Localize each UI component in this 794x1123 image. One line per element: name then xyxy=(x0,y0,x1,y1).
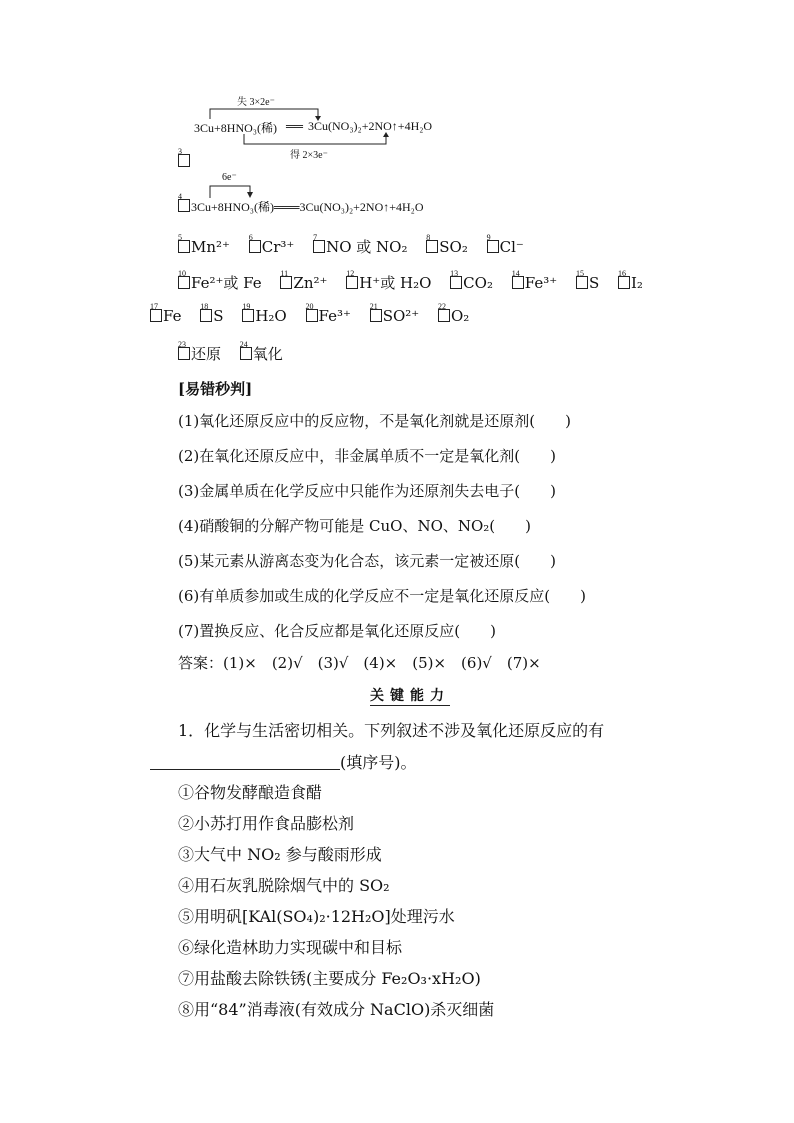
equation-3-right: 3Cu(NO₃)₂+2NO↑+4H₂O xyxy=(308,119,433,133)
option-4: ④用石灰乳脱除烟气中的 SO₂ xyxy=(178,876,390,895)
answer-box-4: 4 xyxy=(178,199,190,212)
lose-electron-label: 失 3×2e⁻ xyxy=(237,97,275,108)
equation-3-left: 3Cu+8HNO₃(稀) xyxy=(194,121,277,135)
section-title: 关键能力 xyxy=(370,685,450,706)
option-6: ⑥绿化造林助力实现碳中和目标 xyxy=(178,938,403,957)
judge-item-6: (6)有单质参加或生成的化学反应不一定是氧化还原反应( ) xyxy=(178,587,586,605)
judge-heading: [易错秒判] xyxy=(178,380,253,398)
option-7: ⑦用盐酸去除铁锈(主要成分 Fe₂O₃·xH₂O) xyxy=(178,969,481,988)
answer-box-3: 3 xyxy=(178,151,191,170)
answer-row-4: 23 还原 24 氧化 xyxy=(178,340,283,363)
judge-item-5: (5)某元素从游离态变为化合态，该元素一定被还原( ) xyxy=(178,552,556,570)
option-2: ②小苏打用作食品膨松剂 xyxy=(178,814,355,833)
judge-item-2: (2)在氧化还原反应中，非金属单质不一定是氧化剂( ) xyxy=(178,447,556,465)
question-stem: 1．化学与生活密切相关。下列叙述不涉及氧化还原反应的有 xyxy=(178,721,605,740)
gain-electron-label: 得 2×3e⁻ xyxy=(290,150,328,161)
option-8: ⑧用“84”消毒液(有效成分 NaClO)杀灭细菌 xyxy=(178,1000,495,1019)
equation-4-line: 4 3Cu+8HNO₃(稀)═══3Cu(NO₃)₂+2NO↑+4H₂O xyxy=(178,192,424,214)
equation-3-equals: ══ xyxy=(286,119,304,133)
question-blank-line: (填序号)。 xyxy=(150,750,417,773)
answer-blank[interactable] xyxy=(150,755,340,770)
judge-item-7: (7)置换反应、化合反应都是氧化还原反应( ) xyxy=(178,622,496,640)
option-3: ③大气中 NO₂ 参与酸雨形成 xyxy=(178,845,382,864)
answer-row-1: 5 Mn²⁺ 6 Cr³⁺ 7 NO 或 NO₂ 8 SO₂ 9 Cl⁻ xyxy=(178,233,524,256)
answer-row-3: 17 Fe 18 S 19 H₂O 20 Fe³⁺ 21 SO²⁺ 22 O₂ xyxy=(150,302,470,325)
option-1: ①谷物发酵酿造食醋 xyxy=(178,783,323,802)
option-5: ⑤用明矾[KAl(SO₄)₂·12H₂O]处理污水 xyxy=(178,907,455,926)
electron-transfer-label: 6e⁻ xyxy=(222,172,237,183)
judge-item-3: (3)金属单质在化学反应中只能作为还原剂失去电子( ) xyxy=(178,482,556,500)
answer-row-2: 10 Fe²⁺或 Fe 11 Zn²⁺ 12 H⁺或 H₂O 13 CO₂ 14 Fe³⁺ 15 S 16 I₂ xyxy=(178,269,643,292)
judge-answer: 答案：(1)× (2)√ (3)√ (4)× (5)× (6)√ (7)× xyxy=(178,654,541,672)
judge-item-1: (1)氧化还原反应中的反应物，不是氧化剂就是还原剂( ) xyxy=(178,412,571,430)
judge-item-4: (4)硝酸铜的分解产物可能是 CuO、NO、NO₂( ) xyxy=(178,517,532,535)
